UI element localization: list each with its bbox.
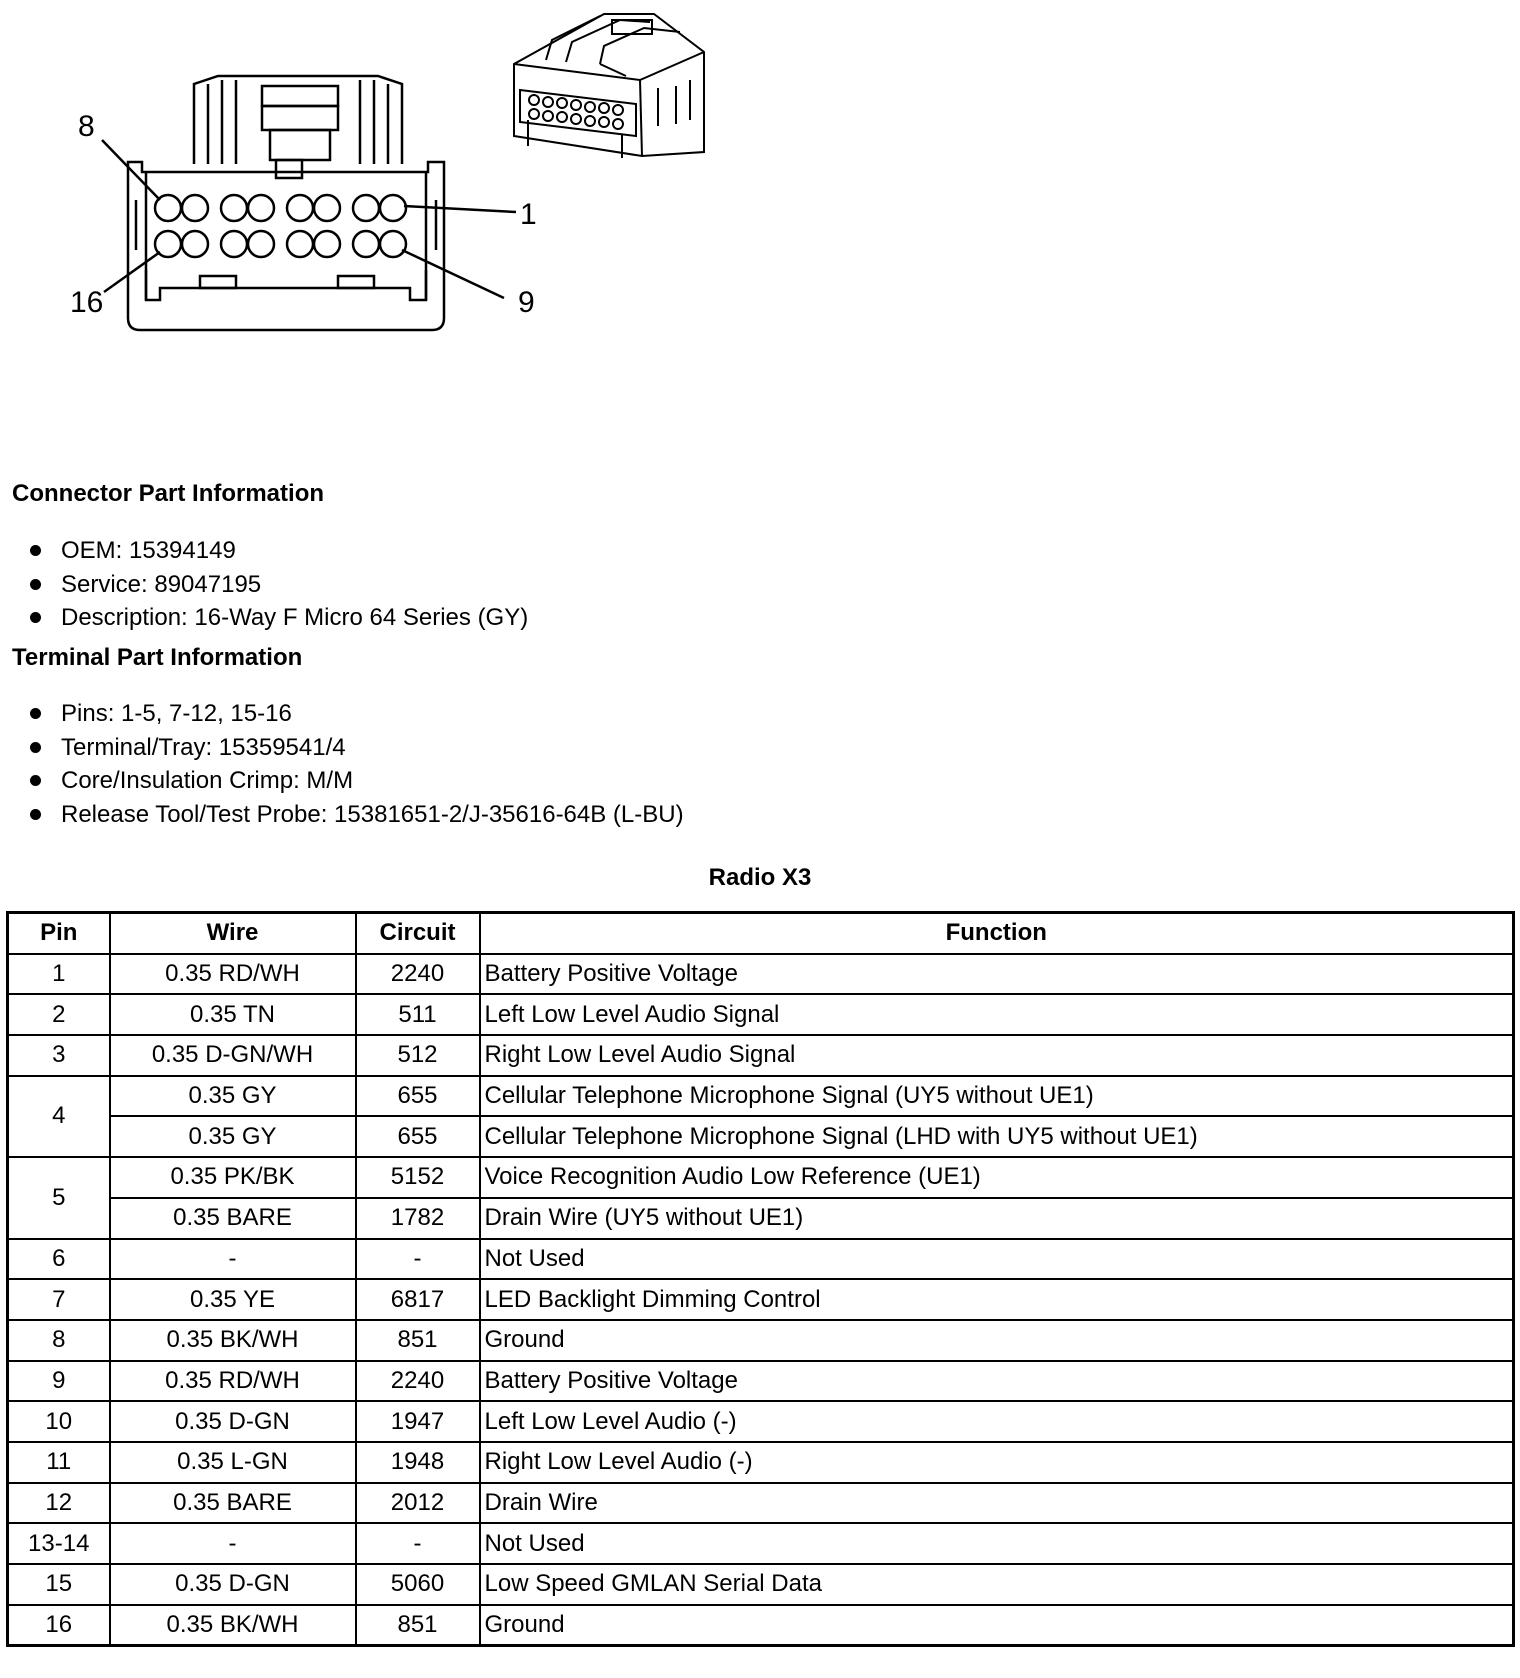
cell-wire: 0.35 D-GN	[110, 1401, 356, 1442]
cell-wire: -	[110, 1239, 356, 1280]
list-item: Pins: 1-5, 7-12, 15-16	[30, 697, 684, 731]
cell-function: Not Used	[480, 1239, 1514, 1280]
cell-circuit: 1782	[356, 1198, 480, 1239]
cell-function: LED Backlight Dimming Control	[480, 1279, 1514, 1320]
list-item: Service: 89047195	[30, 568, 528, 602]
list-item: Core/Insulation Crimp: M/M	[30, 764, 684, 798]
cell-circuit: 512	[356, 1035, 480, 1076]
cell-circuit: 851	[356, 1320, 480, 1361]
cell-wire: -	[110, 1523, 356, 1564]
cell-function: Voice Recognition Audio Low Reference (UE1)	[480, 1157, 1514, 1198]
pin-label-9: 9	[518, 286, 535, 319]
cell-pin: 15	[8, 1564, 110, 1605]
table-title: Radio X3	[708, 864, 812, 891]
bullet-icon	[30, 545, 41, 556]
cell-circuit: 2012	[356, 1483, 480, 1524]
cell-circuit: 655	[356, 1116, 480, 1157]
cell-pin: 5	[8, 1157, 110, 1238]
cell-circuit: 1947	[356, 1401, 480, 1442]
cell-circuit: 1948	[356, 1442, 480, 1483]
bullet-icon	[30, 809, 41, 820]
cell-wire: 0.35 BK/WH	[110, 1320, 356, 1361]
cell-circuit: 2240	[356, 1361, 480, 1402]
table-row	[8, 1239, 1514, 1280]
cell-function: Cellular Telephone Microphone Signal (LHD with UY5 without UE1)	[480, 1116, 1514, 1157]
cell-function: Left Low Level Audio (-)	[480, 1401, 1514, 1442]
cell-pin: 13-14	[8, 1523, 110, 1564]
cell-wire: 0.35 GY	[110, 1116, 356, 1157]
cell-circuit: 5152	[356, 1157, 480, 1198]
list-item: Release Tool/Test Probe: 15381651-2/J-35616-64B (L-BU)	[30, 798, 684, 832]
cell-pin: 12	[8, 1483, 110, 1524]
table-row	[8, 1198, 1514, 1239]
cell-circuit: 511	[356, 994, 480, 1035]
connector-diagram	[0, 0, 760, 360]
cell-function: Right Low Level Audio (-)	[480, 1442, 1514, 1483]
cell-circuit: 655	[356, 1076, 480, 1117]
cell-function: Battery Positive Voltage	[480, 954, 1514, 995]
table-row	[8, 1320, 1514, 1361]
table-body	[8, 954, 1514, 1646]
header-function: Function	[480, 913, 1514, 954]
cell-wire: 0.35 BARE	[110, 1198, 356, 1239]
cell-wire: 0.35 BARE	[110, 1483, 356, 1524]
pinout-table	[6, 911, 1515, 1647]
bullet-icon	[30, 612, 41, 623]
cell-pin: 6	[8, 1239, 110, 1280]
cell-function: Ground	[480, 1320, 1514, 1361]
cell-function: Left Low Level Audio Signal	[480, 994, 1514, 1035]
cell-function: Drain Wire	[480, 1483, 1514, 1524]
table-row	[8, 1035, 1514, 1076]
cell-wire: 0.35 RD/WH	[110, 954, 356, 995]
cell-wire: 0.35 YE	[110, 1279, 356, 1320]
bullet-icon	[30, 775, 41, 786]
cell-pin: 9	[8, 1361, 110, 1402]
table-row	[8, 1564, 1514, 1605]
cell-wire: 0.35 D-GN/WH	[110, 1035, 356, 1076]
cell-pin: 7	[8, 1279, 110, 1320]
cell-function: Right Low Level Audio Signal	[480, 1035, 1514, 1076]
pin-label-8: 8	[78, 110, 95, 143]
table-header-row	[8, 913, 1514, 954]
list-item: Terminal/Tray: 15359541/4	[30, 731, 684, 765]
cell-pin: 2	[8, 994, 110, 1035]
cell-pin: 4	[8, 1076, 110, 1157]
bullet-icon	[30, 708, 41, 719]
cell-wire: 0.35 TN	[110, 994, 356, 1035]
cell-circuit: 851	[356, 1605, 480, 1646]
cell-pin: 1	[8, 954, 110, 995]
cell-circuit: 2240	[356, 954, 480, 995]
table-row	[8, 954, 1514, 995]
pin-label-16: 16	[70, 286, 104, 319]
cell-wire: 0.35 BK/WH	[110, 1605, 356, 1646]
pin-label-1: 1	[520, 198, 537, 231]
cell-function: Cellular Telephone Microphone Signal (UY5 without UE1)	[480, 1076, 1514, 1117]
cell-pin: 16	[8, 1605, 110, 1646]
terminal-info-heading: Terminal Part Information	[12, 644, 303, 671]
cell-function: Drain Wire (UY5 without UE1)	[480, 1198, 1514, 1239]
table-row	[8, 1157, 1514, 1198]
list-item: Description: 16-Way F Micro 64 Series (GY)	[30, 601, 528, 635]
table-row	[8, 1361, 1514, 1402]
table-row	[8, 1401, 1514, 1442]
cell-wire: 0.35 L-GN	[110, 1442, 356, 1483]
bullet-icon	[30, 742, 41, 753]
cell-function: Not Used	[480, 1523, 1514, 1564]
list-item: OEM: 15394149	[30, 534, 528, 568]
connector-info-list	[30, 534, 528, 635]
header-circuit: Circuit	[356, 913, 480, 954]
cell-circuit: -	[356, 1523, 480, 1564]
table-row	[8, 1076, 1514, 1117]
table-row	[8, 1442, 1514, 1483]
terminal-info-list	[30, 697, 684, 831]
cell-circuit: 6817	[356, 1279, 480, 1320]
cell-pin: 3	[8, 1035, 110, 1076]
cell-pin: 11	[8, 1442, 110, 1483]
cell-wire: 0.35 PK/BK	[110, 1157, 356, 1198]
cell-circuit: -	[356, 1239, 480, 1280]
table-row	[8, 1523, 1514, 1564]
cell-pin: 8	[8, 1320, 110, 1361]
table-row	[8, 1116, 1514, 1157]
table-row	[8, 1279, 1514, 1320]
cell-function: Battery Positive Voltage	[480, 1361, 1514, 1402]
header-pin: Pin	[8, 913, 110, 954]
connector-isometric	[514, 14, 704, 158]
cell-pin: 10	[8, 1401, 110, 1442]
cell-function: Ground	[480, 1605, 1514, 1646]
table-row	[8, 994, 1514, 1035]
connector-info-heading: Connector Part Information	[12, 480, 325, 507]
cell-wire: 0.35 D-GN	[110, 1564, 356, 1605]
cell-circuit: 5060	[356, 1564, 480, 1605]
cell-function: Low Speed GMLAN Serial Data	[480, 1564, 1514, 1605]
table-row	[8, 1483, 1514, 1524]
table-row	[8, 1605, 1514, 1646]
header-wire: Wire	[110, 913, 356, 954]
cell-wire: 0.35 RD/WH	[110, 1361, 356, 1402]
bullet-icon	[30, 579, 41, 590]
cell-wire: 0.35 GY	[110, 1076, 356, 1117]
